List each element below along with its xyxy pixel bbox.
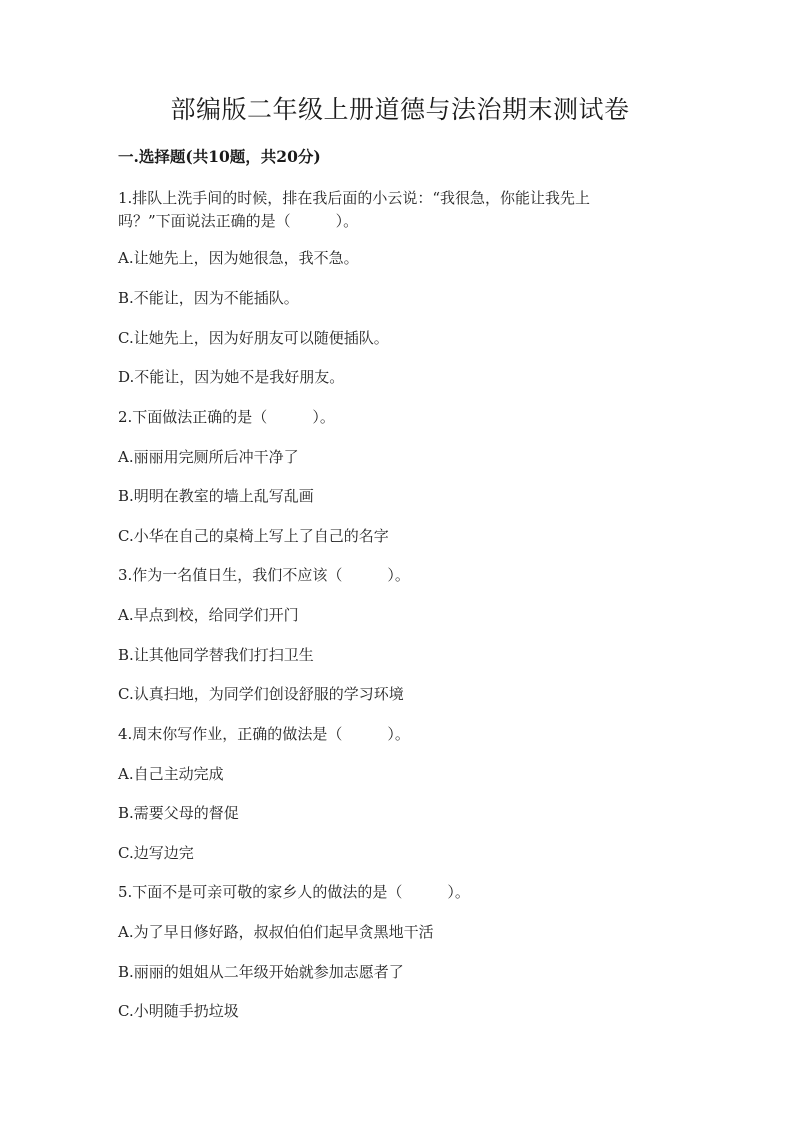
- question-1-option-b: B.不能让，因为不能插队。: [118, 289, 299, 307]
- question-1-option-a: A.让她先上，因为她很急，我不急。: [118, 249, 359, 267]
- question-1-stem-line-1: 1.排队上洗手间的时候，排在我后面的小云说：“我很急，你能让我先上: [118, 189, 590, 207]
- question-3-option-c: C.认真扫地，为同学们创设舒服的学习环境: [118, 685, 404, 703]
- question-5-option-c: C.小明随手扔垃圾: [118, 1002, 239, 1020]
- question-3-option-b: B.让其他同学替我们打扫卫生: [118, 646, 314, 664]
- question-3-stem: 3.作为一名值日生，我们不应该（ ）。: [118, 566, 410, 584]
- question-4-option-b: B.需要父母的督促: [118, 804, 239, 822]
- question-1-stem-line-2: 吗？”下面说法正确的是（ ）。: [118, 212, 359, 230]
- question-2-option-b: B.明明在教室的墙上乱写乱画: [118, 487, 314, 505]
- question-4-option-c: C.边写边完: [118, 844, 194, 862]
- question-1-option-d: D.不能让，因为她不是我好朋友。: [118, 368, 345, 386]
- question-5-option-a: A.为了早日修好路，叔叔伯伯们起早贪黑地干活: [118, 923, 434, 941]
- question-3-option-a: A.早点到校，给同学们开门: [118, 606, 299, 624]
- exam-title: 部编版二年级上册道德与法治期末测试卷: [170, 95, 630, 124]
- question-2-stem: 2.下面做法正确的是（ ）。: [118, 408, 335, 426]
- question-5-option-b: B.丽丽的姐姐从二年级开始就参加志愿者了: [118, 963, 404, 981]
- question-2-option-a: A.丽丽用完厕所后冲干净了: [118, 448, 299, 466]
- question-5-stem: 5.下面不是可亲可敬的家乡人的做法的是（ ）。: [118, 883, 470, 901]
- question-2-option-c: C.小华在自己的桌椅上写上了自己的名字: [118, 527, 389, 545]
- question-4-stem: 4.周末你写作业，正确的做法是（ ）。: [118, 725, 410, 743]
- question-4-option-a: A.自己主动完成: [118, 765, 224, 783]
- question-1-option-c: C.让她先上，因为好朋友可以随便插队。: [118, 329, 389, 347]
- section-heading-multiple-choice: 一.选择题(共10题，共20分): [118, 147, 321, 166]
